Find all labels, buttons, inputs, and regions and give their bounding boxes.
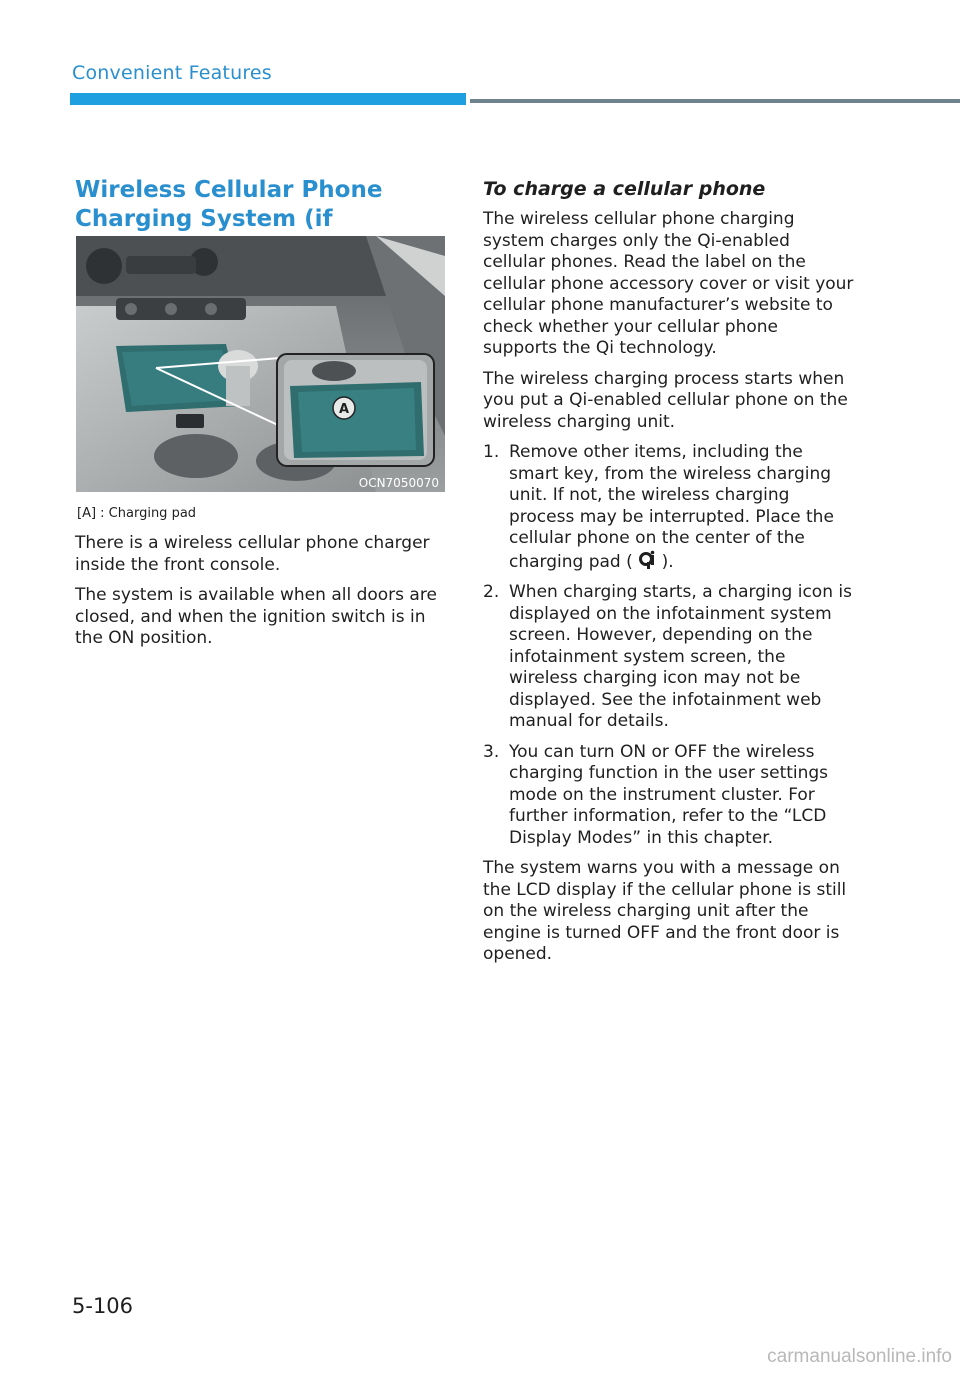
qi-charging-icon	[638, 550, 656, 570]
figure-caption: [A] : Charging pad	[77, 506, 197, 521]
right-column	[483, 176, 855, 975]
console-charging-pad-figure	[76, 236, 445, 492]
console-illustration	[76, 236, 445, 492]
section-header: Convenient Features	[72, 62, 272, 84]
paragraph: The system warns you with a message on the LCD display if the cellular phone is still on the wireless charging unit after the engine is turned OFF and the front door is opened.	[483, 858, 847, 964]
list-item	[483, 742, 855, 850]
header-bar-rule	[470, 99, 960, 103]
figure-code: OCN7050070	[358, 476, 439, 490]
paragraph: The wireless cellular phone charging system charges only the Qi-enabled cellular phones. Read the label on the cellular phone accessory cover or visit your cellular phone manufacturer’s website to check whether your cellular phone supports the Qi technology.	[483, 209, 854, 358]
watermark: carmanualsonline.info	[767, 1346, 952, 1367]
step-text: You can turn ON or OFF the wireless charging function in the user settings mode on the instrument cluster. For further information, refer to the “LCD Display Modes” in this chapter.	[509, 741, 829, 848]
step-number: 2.	[483, 582, 500, 602]
section-title-line2: Charging System (if	[75, 206, 333, 232]
list-item	[483, 582, 855, 733]
section-title-line1: Wireless Cellular Phone	[75, 177, 383, 203]
step-text-end: ).	[661, 551, 674, 572]
step-number: 1.	[483, 442, 500, 462]
left-body	[75, 533, 453, 659]
header-bar-accent	[70, 93, 466, 105]
step-number: 3.	[483, 741, 500, 762]
step-text: When charging starts, a charging icon is displayed on the infotainment system screen. However, depending on the infotainment system screen, the wireless charging icon may not be displayed. See the infotainment web manual for details.	[509, 582, 852, 731]
paragraph: The system is available when all doors are closed, and when the ignition switch is in the ON position.	[75, 585, 437, 648]
paragraph: There is a wireless cellular phone charger inside the front console.	[75, 533, 430, 575]
subheading: To charge a cellular phone	[483, 178, 766, 200]
step-text: Remove other items, including the smart key, from the wireless charging unit. If not, the wireless charging process may be interrupted. Place the cellular phone on the center of the charging pad (	[509, 442, 834, 572]
callout-label: A	[338, 402, 350, 417]
list-item	[483, 442, 855, 573]
steps-list	[483, 442, 855, 849]
paragraph: The wireless charging process starts when you put a Qi-enabled cellular phone on the wireless charging unit.	[483, 368, 848, 432]
page-number: 5-106	[72, 1294, 134, 1318]
